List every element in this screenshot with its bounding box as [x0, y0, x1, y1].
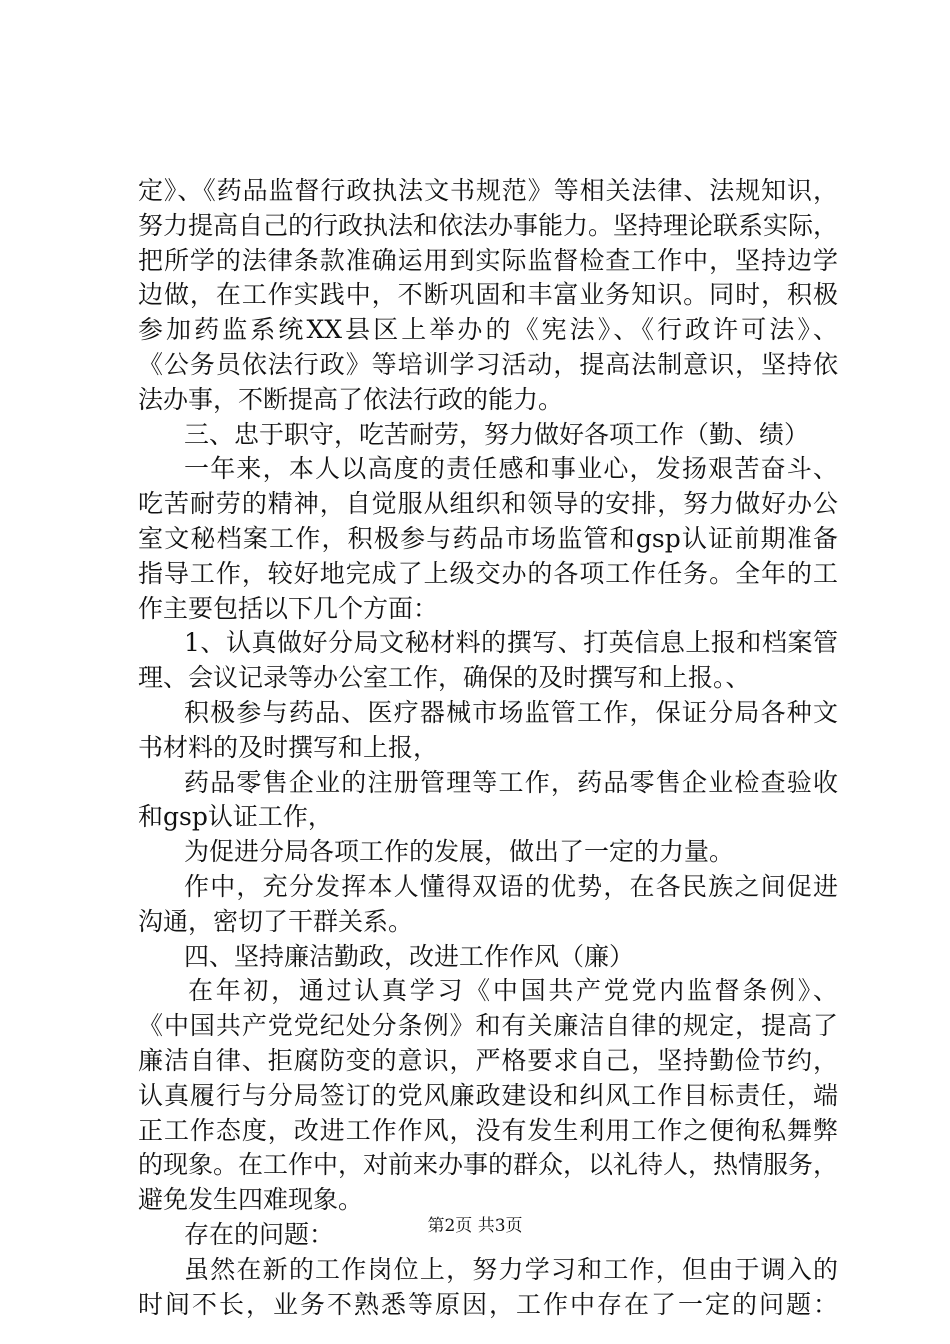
- text-line: 沟通，密切了干群关系。: [138, 906, 414, 936]
- text-line: 指导工作，较好地完成了上级交办的各项工作任务。全年的工: [138, 558, 838, 588]
- page-number-footer: 第2页 共3页: [427, 1216, 523, 1236]
- text-line: 理、会议记录等办公室工作，确保的及时撰写和上报。、: [138, 663, 751, 693]
- text-line: 药品零售企业的注册管理等工作，药品零售企业检查验收: [184, 767, 838, 797]
- text-line: 参加药监系统XX县区上举办的《宪法》、《行政许可法》、: [138, 315, 838, 345]
- text-line: 法办事，不断提高了依法行政的能力。: [138, 384, 564, 414]
- text-line: 书材料的及时撰写和上报，: [138, 732, 439, 762]
- text-line: 和gsp认证工作，: [138, 802, 333, 832]
- text-line: 认真履行与分局签订的党风廉政建设和纠风工作目标责任，端: [138, 1080, 838, 1110]
- text-line: 吃苦耐劳的精神，自觉服从组织和领导的安排，努力做好办公: [138, 489, 838, 519]
- text-line: 虽然在新的工作岗位上，努力学习和工作，但由于调入的: [184, 1254, 838, 1284]
- text-line: 避免发生四难现象。: [138, 1185, 364, 1215]
- text-line: 定》、《药品监督行政执法文书规范》等相关法律、法规知识，: [138, 176, 838, 205]
- document-body: [138, 174, 838, 1322]
- text-line: 的现象。在工作中，对前来办事的群众，以礼待人，热情服务，: [138, 1150, 838, 1180]
- text-line: 正工作态度，改进工作作风，没有发生利用工作之便徇私舞弊: [138, 1115, 838, 1145]
- text-line: 在年初，通过认真学习《中国共产党党内监督条例》、: [188, 976, 838, 1006]
- text-line: 作主要包括以下几个方面：: [138, 593, 439, 623]
- text-line: 为促进分局各项工作的发展，做出了一定的力量。: [184, 837, 735, 867]
- text-line: 《中国共产党党纪处分条例》和有关廉洁自律的规定，提高了: [138, 1011, 838, 1041]
- text-line: 廉洁自律、拒腐防变的意识，严格要求自己，坚持勤俭节约，: [138, 1045, 838, 1075]
- text-line: 时间不长，业务不熟悉等原因，工作中存在了一定的问题：: [138, 1289, 838, 1319]
- text-line: 1、认真做好分局文秘材料的撰写、打英信息上报和档案管: [184, 628, 838, 658]
- section-heading: 三、忠于职守，吃苦耐劳，努力做好各项工作（勤、绩）: [184, 419, 810, 449]
- text-line: 室文秘档案工作，积极参与药品市场监管和gsp认证前期准备: [138, 523, 838, 553]
- section-heading: 存在的问题：: [184, 1219, 335, 1249]
- text-line: 作中，充分发挥本人懂得双语的优势，在各民族之间促进: [184, 871, 838, 901]
- text-line: 一年来，本人以高度的责任感和事业心，发扬艰苦奋斗、: [184, 454, 838, 484]
- section-heading: 四、坚持廉洁勤政，改进工作作风（廉）: [184, 941, 635, 971]
- text-line: 积极参与药品、医疗器械市场监管工作，保证分局各种文: [184, 697, 838, 727]
- text-line: 努力提高自己的行政执法和依法办事能力。坚持理论联系实际，: [138, 210, 838, 240]
- text-line: 边做，在工作实践中，不断巩固和丰富业务知识。同时，积极: [138, 280, 838, 310]
- text-line: 把所学的法律条款准确运用到实际监督检查工作中，坚持边学: [138, 245, 838, 275]
- text-line: 《公务员依法行政》等培训学习活动，提高法制意识，坚持依: [138, 349, 838, 379]
